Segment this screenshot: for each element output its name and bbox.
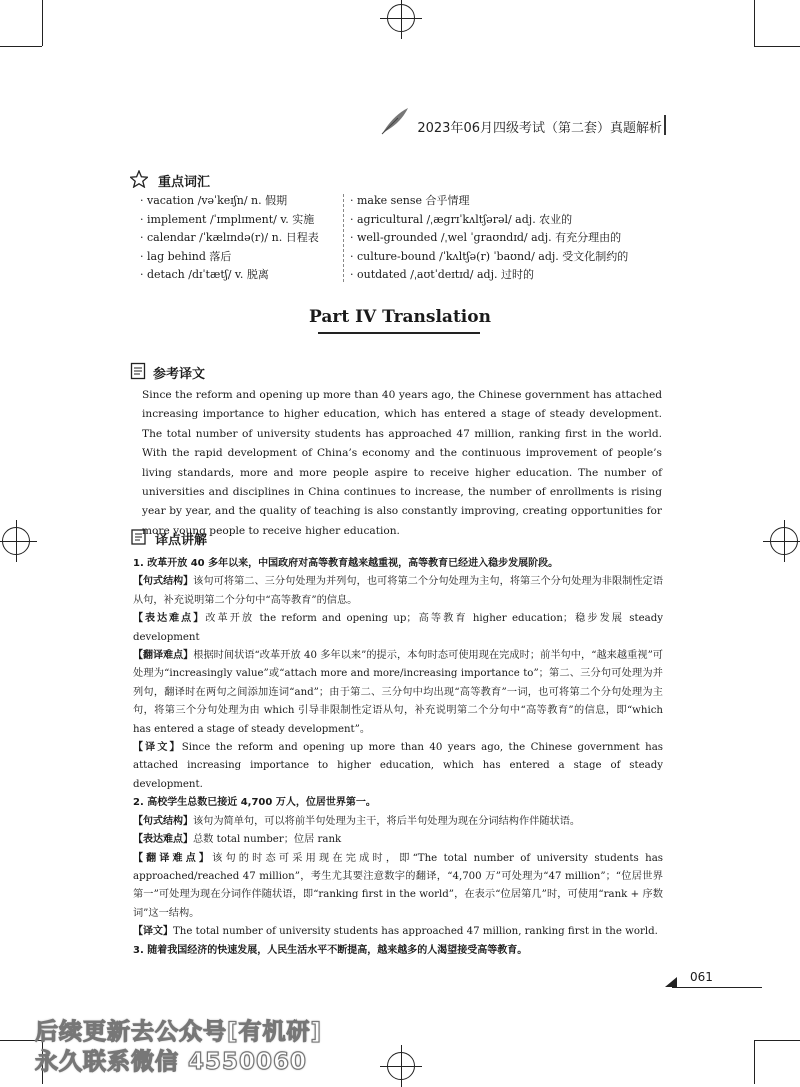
vocab-item: · make sense 合乎情理 [350, 194, 470, 207]
note-tag: 【翻译难点】 [133, 852, 213, 864]
reference-title: 参考译文 [153, 367, 206, 382]
running-header: 2023年06月四级考试（第二套）真题解析 [417, 121, 662, 136]
crop-mark [754, 0, 755, 46]
note-paragraph [133, 573, 663, 610]
part-title-underline [318, 332, 480, 334]
watermark-line: 后续更新去公众号[有机研] [35, 1019, 323, 1045]
note-tag: 【译文】 [133, 926, 173, 938]
crop-mark [754, 1040, 755, 1084]
sentence-heading: 1. 改革开放 40 多年以来，中国政府对高等教育越来越重视，高等教育已经进入稳步发展阶段。 [133, 558, 559, 569]
vocab-divider [343, 194, 344, 282]
vocab-item: · calendar /ˈkælɪndə(r)/ n. 日程表 [140, 231, 319, 244]
vocab-item: · vacation /vəˈkeɪʃn/ n. 假期 [140, 194, 288, 207]
note-paragraph [133, 647, 663, 739]
vocab-item: · detach /dɪˈtætʃ/ v. 脱离 [140, 268, 269, 281]
registration-mark [2, 527, 30, 555]
notes-title: 译点讲解 [155, 533, 208, 548]
note-text: 该句的时态可采用现在完成时，即“The total number of university students has approached/reached 47 million”，考生尤其要注意数字的翻译，“4,700 万”可处理为“47 million”；“位居世界第一”可处理为现在分词作伴随状语，即“ranking first in the world”，在表示“位居第几”时，可使用“rank + 序数词”这一结构。 [133, 852, 663, 919]
vocab-title: 重点词汇 [158, 175, 211, 190]
registration-mark [387, 4, 415, 32]
note-paragraph [133, 850, 663, 924]
note-text: 该句为简单句，可以将前半句处理为主干，将后半句处理为现在分词结构作伴随状语。 [193, 815, 581, 827]
crop-mark [754, 1040, 800, 1041]
sentence-heading: 2. 高校学生总数已接近 4,700 万人，位居世界第一。 [133, 797, 376, 809]
watermark-line: 永久联系微信 4550060 [35, 1049, 308, 1075]
vocab-list-left [140, 192, 319, 285]
part-title: Part IV Translation [309, 307, 491, 327]
page-number-rule [672, 987, 762, 988]
vocab-item: · lag behind 落后 [140, 249, 232, 263]
vocab-item: · well-grounded /ˌwel ˈɡraʊndɪd/ adj. 有充分理由的 [350, 231, 622, 244]
note-paragraph [133, 923, 663, 941]
note-paragraph [133, 739, 663, 794]
note-text: 总数 total number；位居 rank [193, 834, 342, 846]
crop-mark [42, 0, 43, 46]
document-icon [130, 362, 146, 380]
note-paragraph [133, 831, 663, 849]
header-divider [664, 115, 666, 135]
crop-mark [0, 46, 42, 47]
note-tag: 【句式结构】 [133, 576, 194, 588]
note-text: 该句可将第二、三分句处理为并列句，也可将第二个分句处理为主句，将第三个分句处理为非限制性定语从句，补充说明第二个分句中“高等教育”的信息。 [133, 576, 664, 606]
note-tag: 【句式结构】 [133, 815, 193, 827]
note-tag: 【翻译难点】 [133, 650, 194, 662]
vocab-item: · culture-bound /ˈkʌltʃə(r) ˈbaʊnd/ adj. 受文化制约的 [350, 249, 629, 263]
page-number: 061 [690, 970, 713, 984]
reference-paragraph: Since the reform and opening up more than 40 years ago, the Chinese government has attached increasing importance to higher education, which has entered a stage of steady development. The total number of university students has approached 47 million, ranking first in the world. With the rapid development of China’s economy and the continuous improvement of people’s living standards, more and more people aspire to receive higher education. The number of universities and disciplines in China continues to increase, the number of enrollments is rising year by year, and the quality of teaching is also constantly improving, creating opportunities for more young people to receive higher education. [142, 389, 662, 537]
note-paragraph [133, 813, 663, 831]
note-text: 根据时间状语“改革开放 40 多年以来”的提示，本句时态可使用现在完成时；前半句中，“越来越重视”可处理为“increasingly value”或“attach more and more/increasing importance to”；第二、三分句可处理为并列句，翻译时在两句之间添加连词“and”；由于第二、三分句中均出现“高等教育”一词，也可将第二个分句处理为主句，将第三个分句处理为由 which 引导非限制性定语从句，补充说明第二个分句中“高等教育”的信息，即“which has entered a stage of steady development”。 [133, 650, 663, 735]
notes-icon [130, 528, 148, 546]
note-tag: 【表达难点】 [133, 613, 206, 625]
notes-body [133, 555, 663, 960]
vocab-item: · agricultural /ˌæɡrɪˈkʌltʃərəl/ adj. 农业的 [350, 212, 573, 226]
star-icon [130, 170, 148, 188]
registration-mark [770, 527, 798, 555]
registration-mark [387, 1052, 415, 1080]
quill-icon [376, 106, 410, 136]
sentence-heading: 3. 随着我国经济的快速发展，人民生活水平不断提高，越来越多的人渴望接受高等教育。 [133, 944, 528, 956]
triangle-icon [665, 977, 677, 987]
note-text: 改革开放 the reform and opening up；高等教育 higher education；稳步发展 steady development [133, 613, 664, 643]
vocab-item: · outdated /ˌaʊtˈdeɪtɪd/ adj. 过时的 [350, 268, 534, 281]
note-tag: 【译文】 [133, 742, 182, 754]
note-text: The total number of university students has approached 47 million, ranking first in the world. [173, 926, 658, 938]
note-paragraph [133, 610, 663, 647]
note-tag: 【表达难点】 [133, 834, 193, 846]
vocab-list-right [350, 192, 628, 285]
note-text: Since the reform and opening up more than 40 years ago, the Chinese government has attached increasing importance to higher education, which has entered a stage of steady development. [133, 742, 663, 790]
crop-mark [754, 46, 800, 47]
vocab-item: · implement /ˈɪmplɪment/ v. 实施 [140, 212, 315, 226]
